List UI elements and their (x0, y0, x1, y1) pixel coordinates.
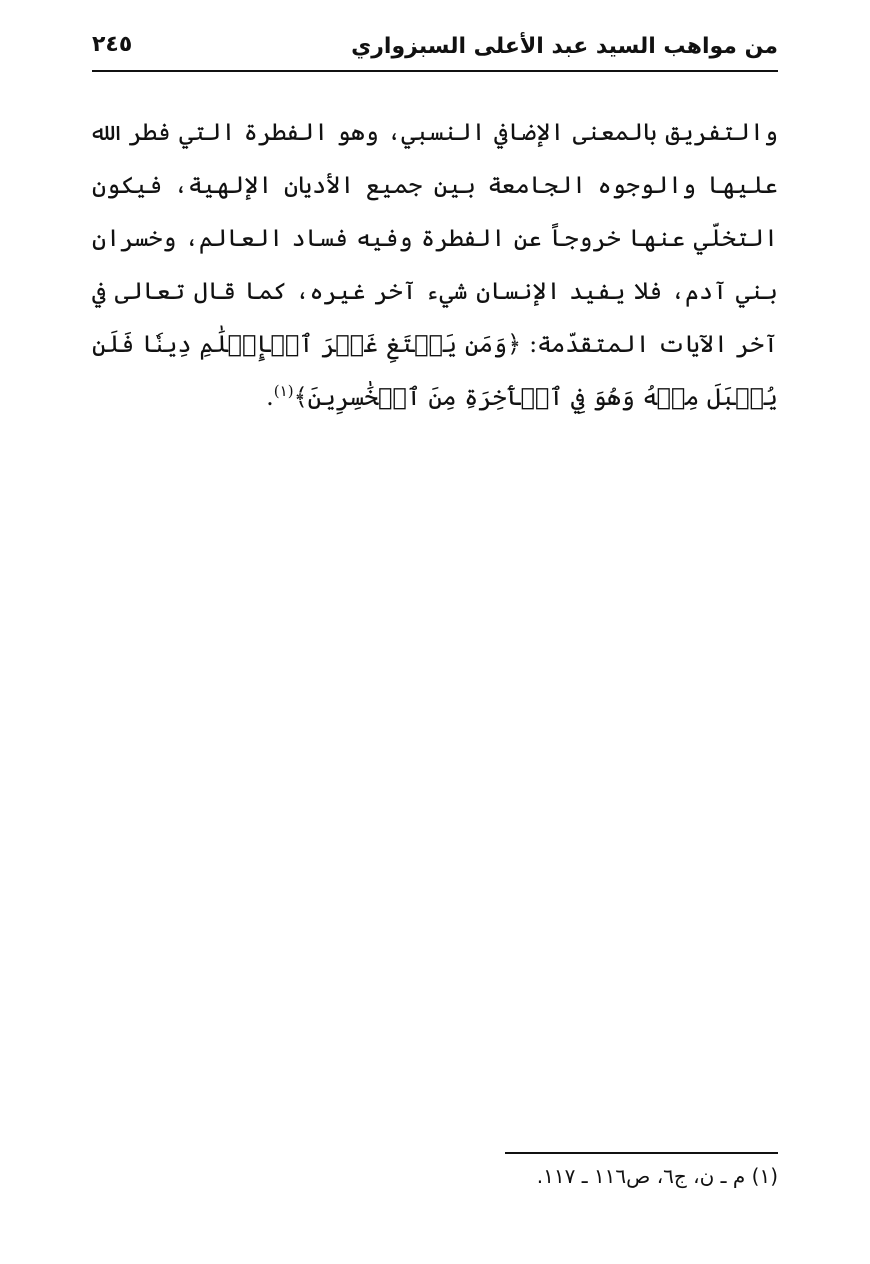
running-title: من مواهب السيد عبد الأعلى السبزواري (351, 34, 778, 59)
body-paragraph (92, 106, 778, 424)
end-punctuation: . (266, 383, 274, 411)
footnote: (١) م ـ ن، ج٦، ص١١٦ ـ ١١٧. (536, 1164, 778, 1188)
body-text: والتفريق بالمعنى الإضافي النسبي، وهو الفطرة التي فطر الله عليها والوجوه الجامعة بين جميع الأديان الإلهية، فيكون التخلّي عنها خروجاً عن الفطرة وفيه فساد العالم، وخسران بني آدم، فلا يفيد الإنسان شيء آخر غيره، كما قال تعالى في آخر الآيات المتقدّمة: (92, 118, 778, 358)
quran-verse: ﴿وَمَن يَبۡتَغِ غَيۡرَ ٱلۡإِسۡلَٰمِ دِينٗا فَلَن يُقۡبَلَ مِنۡهُ وَهُوَ فِي ٱلۡأٓخِرَةِ مِنَ ٱلۡخَٰسِرِينَ﴾ (92, 330, 778, 411)
page-number: ٢٤٥ (92, 32, 133, 57)
footnote-reference: (١) (273, 382, 294, 400)
footnote-divider (505, 1152, 778, 1154)
running-header (92, 30, 778, 72)
